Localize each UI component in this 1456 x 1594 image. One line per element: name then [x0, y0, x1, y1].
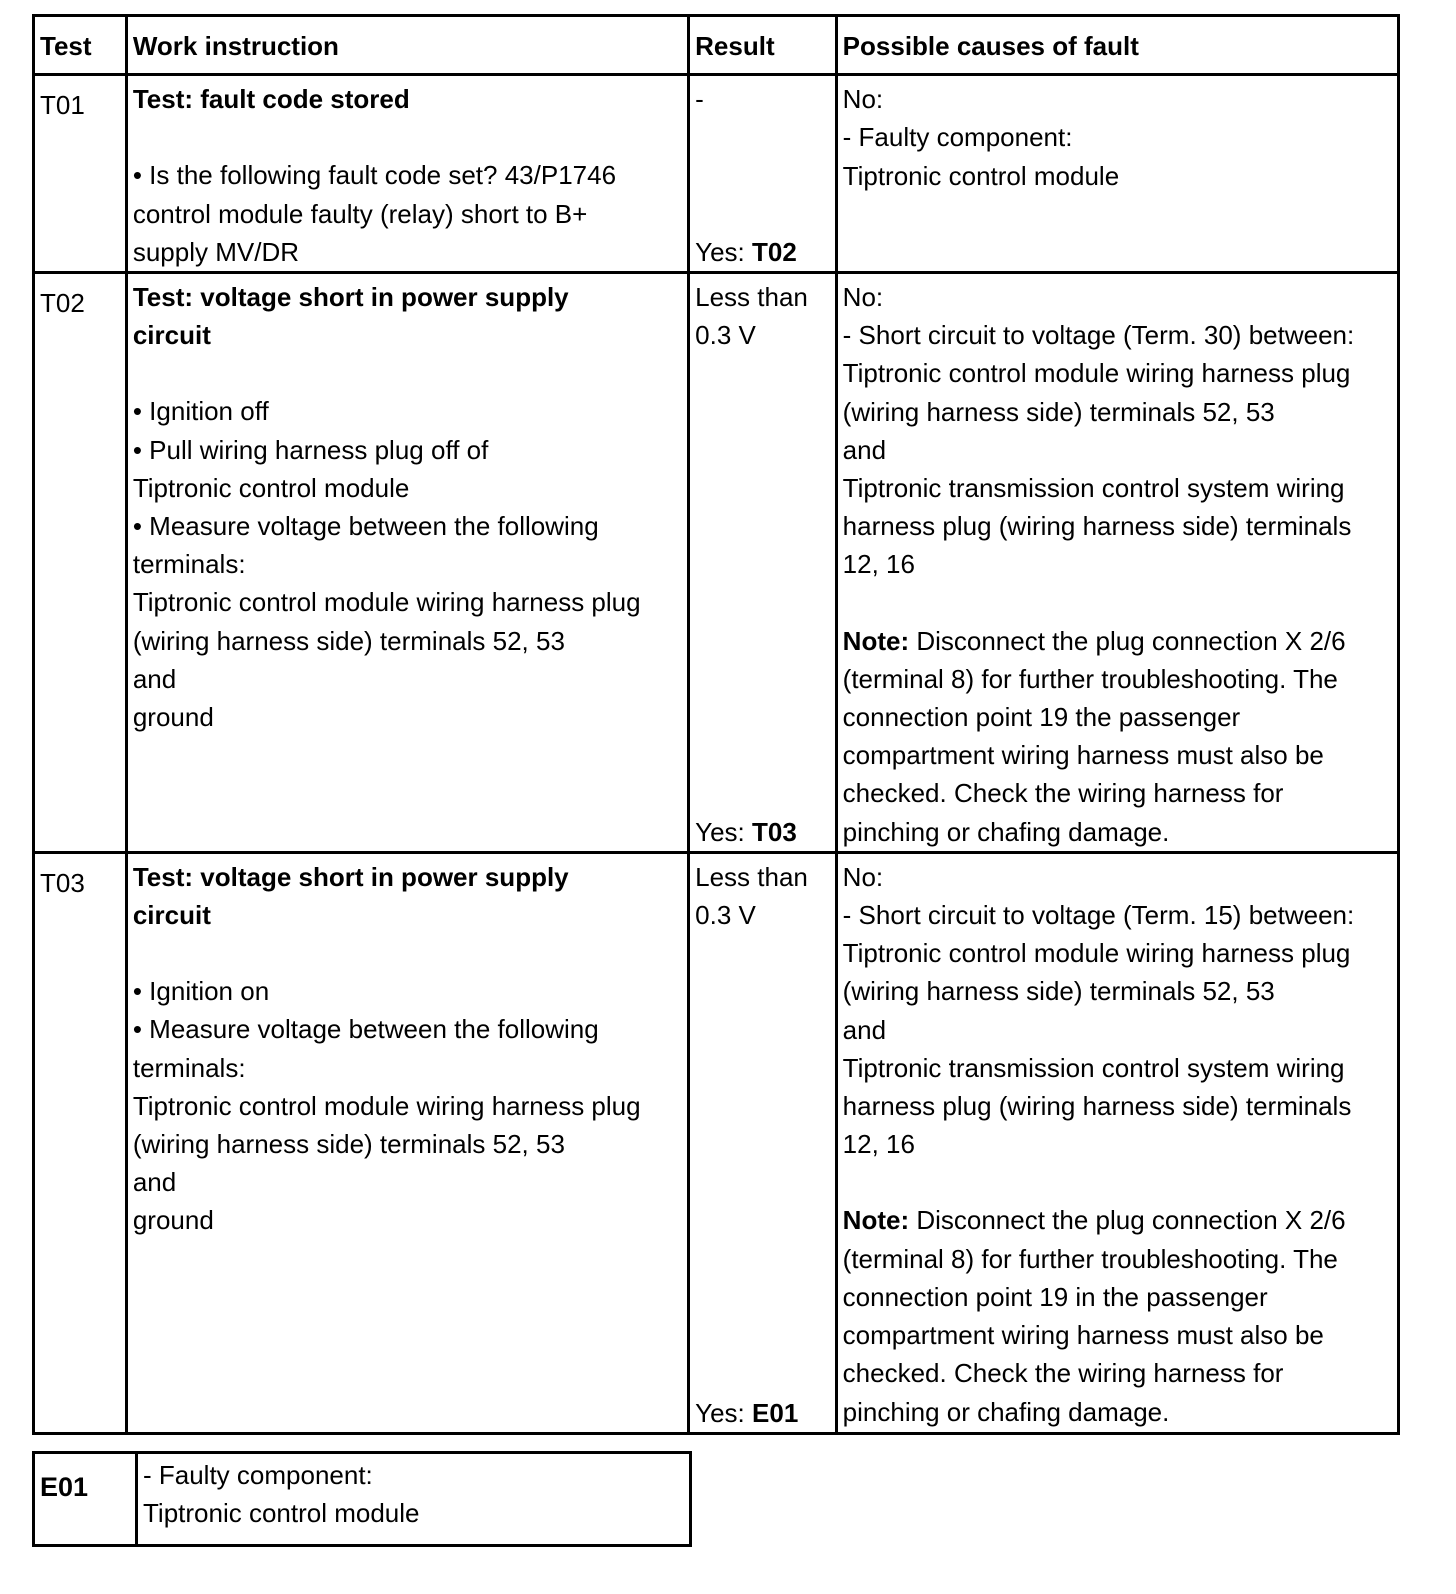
table-row-t01	[34, 75, 1399, 273]
result-cell	[689, 852, 837, 1433]
cause-line: - Faulty component:	[842, 122, 1073, 153]
note-line: compartment wiring harness must also be	[842, 1320, 1324, 1351]
result-cell	[689, 273, 837, 853]
spacer	[133, 354, 682, 392]
spacer	[133, 934, 682, 972]
work-instruction-cell	[126, 852, 688, 1433]
result-yes-target: E01	[752, 1397, 799, 1428]
cause-line: - Short circuit to voltage (Term. 15) between:	[842, 900, 1355, 931]
header-test: Test	[34, 16, 127, 75]
note-line: compartment wiring harness must also be	[842, 740, 1324, 771]
instruction-line: • Ignition on	[132, 976, 270, 1007]
result-cell	[689, 75, 837, 273]
cause-line: and	[842, 434, 887, 465]
end-result-line: Tiptronic control module	[143, 1498, 420, 1529]
end-result-row	[34, 1453, 691, 1546]
result-value: Less than	[695, 282, 808, 313]
test-title: circuit	[132, 320, 211, 351]
document	[32, 14, 1400, 1435]
spacer	[133, 118, 682, 156]
instruction-line: terminals:	[132, 549, 246, 580]
instruction-line: control module faulty (relay) short to B+	[132, 198, 588, 229]
spacer	[843, 1163, 1392, 1201]
result-yes	[695, 233, 797, 271]
result-yes-prefix: Yes:	[695, 816, 753, 847]
note-text: Disconnect the plug connection X 2/6	[909, 625, 1346, 656]
result-value: 0.3 V	[695, 900, 756, 931]
instruction-line: • Pull wiring harness plug off of	[132, 434, 489, 465]
result-yes-prefix: Yes:	[695, 236, 753, 267]
cause-line: 12, 16	[842, 1129, 915, 1160]
table-row-t02	[34, 273, 1399, 853]
cause-line: harness plug (wiring harness side) terminals	[842, 511, 1352, 542]
instruction-line: ground	[132, 702, 214, 733]
note-line: (terminal 8) for further troubleshooting. The	[842, 663, 1338, 694]
note-text: Disconnect the plug connection X 2/6	[909, 1205, 1346, 1236]
result-yes	[695, 1394, 798, 1432]
causes-no-label: No:	[842, 861, 884, 892]
cause-line: Tiptronic transmission control system wiring	[842, 473, 1345, 504]
result-yes	[695, 813, 797, 851]
note-line: (terminal 8) for further troubleshooting. The	[842, 1243, 1338, 1274]
note-line: pinching or chafing damage.	[842, 1396, 1170, 1427]
cause-line: 12, 16	[842, 549, 915, 580]
test-id: T01	[34, 75, 127, 273]
result-value: Less than	[695, 861, 808, 892]
spacer	[843, 584, 1392, 622]
instruction-line: Tiptronic control module	[132, 472, 410, 503]
causes-no-label: No:	[842, 84, 884, 115]
cause-line: Tiptronic transmission control system wiring	[842, 1052, 1345, 1083]
instruction-line: • Is the following fault code set? 43/P1746	[132, 160, 617, 191]
cause-line: Tiptronic control module wiring harness plug	[842, 358, 1351, 389]
work-instruction-cell	[126, 75, 688, 273]
instruction-line: (wiring harness side) terminals 52, 53	[132, 625, 565, 656]
table-row-t03	[34, 852, 1399, 1433]
result-value: 0.3 V	[695, 320, 756, 351]
cause-line: Tiptronic control module	[842, 160, 1120, 191]
end-result-line: - Faulty component:	[143, 1460, 373, 1490]
note-label: Note:	[842, 1205, 910, 1236]
work-instruction-cell	[126, 273, 688, 853]
cause-line: (wiring harness side) terminals 52, 53	[842, 396, 1275, 427]
causes-cell	[836, 75, 1398, 273]
cause-line: Tiptronic control module wiring harness plug	[842, 938, 1351, 969]
instruction-line: (wiring harness side) terminals 52, 53	[132, 1129, 565, 1160]
header-row	[34, 16, 1399, 75]
instruction-line: • Measure voltage between the following	[132, 1014, 599, 1045]
test-id: T03	[34, 852, 127, 1433]
cause-line: (wiring harness side) terminals 52, 53	[842, 976, 1275, 1007]
end-result-text	[137, 1453, 691, 1546]
instruction-line: • Ignition off	[132, 396, 269, 427]
note-line: checked. Check the wiring harness for	[842, 778, 1284, 809]
test-title: Test: voltage short in power supply	[132, 282, 569, 313]
note-label: Note:	[842, 625, 910, 656]
instruction-line: supply MV/DR	[132, 236, 299, 267]
note-line: connection point 19 in the passenger	[842, 1281, 1268, 1312]
note-line: pinching or chafing damage.	[842, 816, 1170, 847]
test-title: Test: voltage short in power supply	[132, 861, 569, 892]
instruction-line: • Measure voltage between the following	[132, 511, 599, 542]
test-title: circuit	[132, 900, 211, 931]
result-yes-prefix: Yes:	[695, 1397, 753, 1428]
causes-cell	[836, 273, 1398, 853]
instruction-line: Tiptronic control module wiring harness plug	[132, 1090, 641, 1121]
note-line: connection point 19 the passenger	[842, 702, 1241, 733]
cause-line: and	[842, 1014, 887, 1045]
header-possible-causes: Possible causes of fault	[836, 16, 1398, 75]
result-yes-target: T03	[752, 816, 797, 847]
header-result: Result	[689, 16, 837, 75]
diagnostic-table	[32, 14, 1400, 1435]
instruction-line: and	[132, 663, 177, 694]
causes-cell	[836, 852, 1398, 1433]
instruction-line: Tiptronic control module wiring harness plug	[132, 587, 641, 618]
causes-no-label: No:	[842, 282, 884, 313]
test-id: T02	[34, 273, 127, 853]
test-title: Test: fault code stored	[132, 84, 410, 115]
cause-line: - Short circuit to voltage (Term. 30) between:	[842, 320, 1355, 351]
end-result-id: E01	[34, 1453, 137, 1546]
instruction-line: ground	[132, 1205, 214, 1236]
end-result-table	[32, 1451, 692, 1547]
instruction-line: and	[132, 1167, 177, 1198]
result-yes-target: T02	[752, 236, 797, 267]
cause-line: harness plug (wiring harness side) terminals	[842, 1091, 1352, 1122]
note-line: checked. Check the wiring harness for	[842, 1358, 1284, 1389]
note-line	[843, 622, 1392, 660]
result-value: -	[695, 84, 704, 115]
header-work-instruction: Work instruction	[126, 16, 688, 75]
instruction-line: terminals:	[132, 1052, 246, 1083]
note-line	[843, 1201, 1392, 1239]
